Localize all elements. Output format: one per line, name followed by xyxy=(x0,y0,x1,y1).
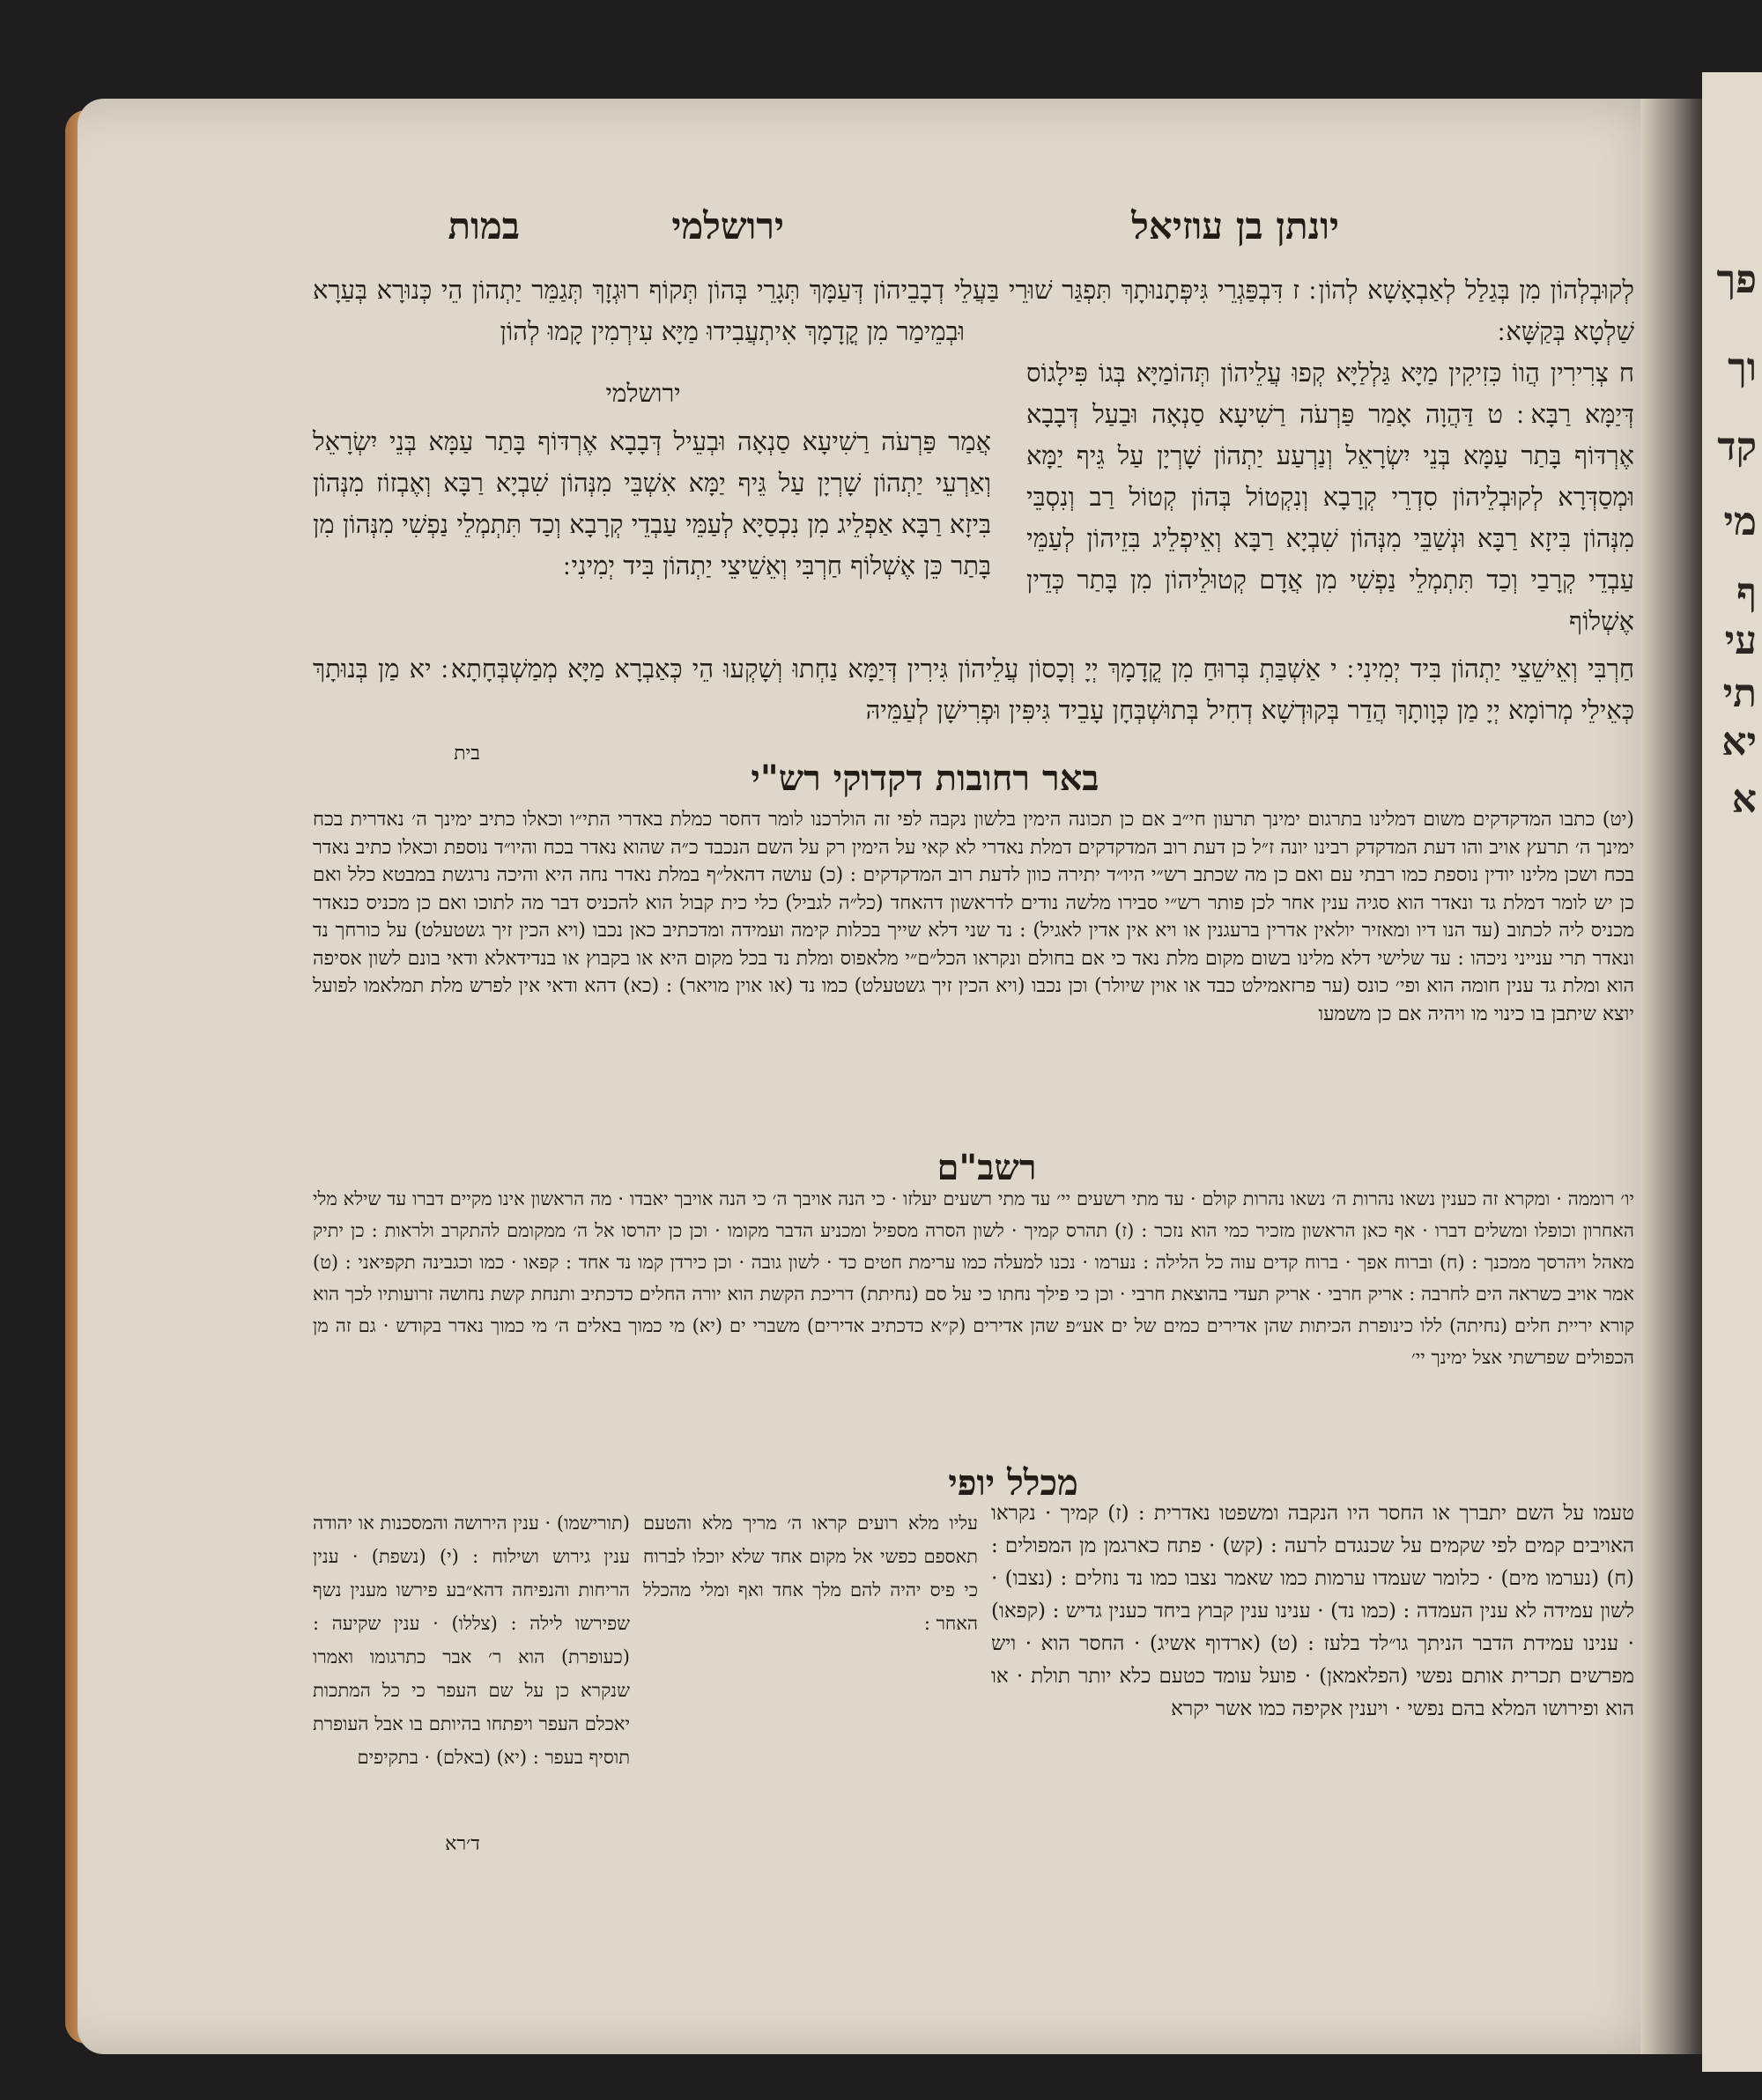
next-page-glyph: תי xyxy=(1722,671,1757,716)
targum-bottom-block: חַרְבִּי וְאֵישֵׁצֵי יַתְהוֹן בִּיד יְמִינִי ׃ י אַשְׁבַּתְ בְּרוּחַ מִן קֳדָמָךְ יְיָ וְכָסוֹן עֲלֵיהוֹן גִּירִין דְּיַמָּא נַחְתוּ וְשָׁקְעוּ הֵי כְּאַבְרָא מַיָּא מְמַשְׁבְּחָתָא ׃ יא מַן בְּנוּתָךְ כְּאֵילֵי מְרוֹמָא יְיָ מַן כְּוָותָךְ הֲדַר בְּקוּדְשָׁא דְחִיל בְּתוּשְׁבְּחָן עָבֵיד גִּיפִּין וּפְרִישָׁן לְעַמֵּיהּ xyxy=(313,654,1634,725)
targum-top-block: לְקוּבְלְהוֹן מִן בְּגַלַל לְאַבְאָשָׁא לְהוֹן ׃ ז דִּבְפַּגְרֵי גִּיפְּתָנוּתָךְ תִּפְגַּר שׁוּרֵי בַּעֲלֵי דְבָבֵיהוֹן דְּעַמָּךְ תְּגָרֵי בְּהוֹן תְּקוֹף רוּגְזָךְ תְּגַמֵּר יַתְהוֹן הֵי כְּנוּרָא בְּעַרָא שַׁלְטָא בְּקַשָּׁא ׃ xyxy=(313,275,1634,346)
baer-commentary: (יט) כתבו המדקדקים משום דמלינו בתרגום ימינך תרעון חי״ב אם כן תכונה הימין בלשון נקבה לפי זה הולרכנו לומר דחסר כמלת באדרי התי״ו וכאלו כתיב ימינך ה׳ נאדרית בכח ימינך ה׳ תרעץ אויב והו דעת המדקדק רבינו יונה ז״ל כן דעת רוב המדקדקים דמלת נאדרי לא קאי על הימין רק על השם הנכבד כ״ה שהוא נאדר בכח והיו״ד נוספת וכאלו כתיב נאדר בכח ושכן מלינו יודין נוספת כמו רבתי עם ואם כן מה שכתב רש״י היו״ד יתירה כוון לדעת רוב המדקדקים : (כ) עושה דהאל״ף במלת נאדר נחה היא והיכה נרגשת במבטא כלל ואם כן יש לומר דמלת גד ונאדר הוא סגיה ענין אחר לכן פותר רש״י סבירו מלשה נודים לדראשון דהאחד (כל״ה לגביל) כלי כית קבול הוא להכניס דבר מה לתוכו ואם כן מכניס כנאדר מכניס ליה לכתוב (עד הנו דיו ומאזיר יולאין אדרין ברעגנין או ויא אין אדין לאגיל) : נד שני דלא שייך בכלות קימה ועמידה ומדכתיב כאן נכבו (ויא הכין זיך גשטעלט) על כורחך נד ונאדר תרי ענייני ניכהו : עד שלישי דלא מלינו בשום מקום מלת נאד כי אם בחולם ונקראו הכל״ם״י מלאפוס ומלת נד בכל מקום היא או בקבוץ או בנדידאלא ודאי בונם לשון אסיפה הוא ומלת גד ענין חומה הוא ופי׳ כונס (ער פרזאמילט כבד או אוין שיולר) וכן נכבו (ויא הכין זיך גשטעלט) כמו נד (או אוין מויאר) : (כא) דהא ודאי אין לפרש מלת תמלאמו לפועל יוצא שיתבן בו כינוי מו ויהיה אם כן משמעו xyxy=(313,809,1634,1025)
next-page-edge xyxy=(1702,72,1762,2072)
next-page-glyph: א xyxy=(1731,777,1757,822)
next-page-glyph: פך xyxy=(1716,257,1757,302)
baer-title: באר רחובות דקדוקי רש"י xyxy=(751,758,1099,799)
rashbam-title: רשב"ם xyxy=(937,1147,1037,1188)
next-page-glyph: ף xyxy=(1736,570,1757,615)
next-page-glyph: וך xyxy=(1728,345,1757,390)
mikhlal-left-column: (תורישמו) · ענין הירושה והמסכנות או יהודה ענין גירוש ושילוח : (י) (נשפת) · ענין הריחות והנפיחה דהא״בע פירשו מענין נשף שפירשו לילה : (צללו) · ענין שקיעה : (כעופרת) הוא ר׳ אבר כתרגומו ואמרו שנקרא כן על שם העפר כי כל המתכות יאכלם העפר ויפתחו בהיותם בו אבל העופרת תוסיף בעפר : (יא) (באלם) · בתקיפים xyxy=(313,1512,630,1768)
yerushalmi-label: ירושלמי xyxy=(605,379,681,408)
rashbam-commentary: יו׳ רוממה · ומקרא זה כענין נשאו נהרות ה׳ נשאו נהרות קולם · עד מתי רשעים יי׳ עד מתי רשעים יעלזו · כי הנה אויבך ה׳ כי הנה אויבך יאבדו · מה הראשון אינו מקיים דברו עד שילא מלי האחרון וכופלו ומשלים דברו · אף כאן הראשון מזכיר כמי הוא נזכר : (ז) תהרס קמיך · לשון הסרה מספיל ומכניע הדבר מקומו · וכן כן יהרסו אל ה׳ ממקומם להתקרב ולראות : כן יתיק מאהל ויהרסך ממכנך : (ח) וברוח אפך · ברוח קדים עוה כל הלילה : נערמו · נכנו למעלה כמו ערימת חטים כד · לשון גובה · וכן כירדן קמו נד אחד : קפאו · כמו וכגבינה תקפיאני : (ט) אמר אויב כשראה הים לחרבה : אריק חרבי · אריק תעדי בהוצאת חרבי · וכן כי פילך נחתו כי על סם (נחיתת) דריכת הקשת הוא יורה החלים כדכתיב ותנחת קשת נחושה זרועותיו לכך הוא קורא יריית חלים (נחיתה) ללו כינופרת הכיתות שהן אדירים כמים של ים אע״פ שהן אדירים (ק״א כדכתיב אדירים) משברי ים (יא) מי כמוך באלים ה׳ מי כמוך נאדר בקודש · גם זה מן הכפולים שפרשתי אצל ימינך יי׳ xyxy=(313,1188,1634,1368)
targum-left-continuation: וּבְמֵימַר מִן קֳדָמָךְ אִיתְעֲבִידוּ מַיָּא עִירְמִין קָמוּ לְהוֹן xyxy=(500,316,965,346)
running-title-left: ירושלמי xyxy=(671,204,784,248)
catchword-top: בית xyxy=(454,743,480,765)
next-page-glyph: עי xyxy=(1724,618,1757,663)
book-name: במות xyxy=(448,204,520,248)
targum-right-column: ח צְרִירִין הֲווֹ כִּזִיקִין מַיָּא גַּלְלַיָּא קְפוּ עֲלֵיהוֹן תְּהוֹמַיָּא בְּגוֹ פִּילָגוֹס דְּיַמָּא רַבָּא ׃ ט דַּהֲוָה אָמַר פַּרְעֹה רַשִׁיעָא סַנְאָה וּבַעַל דְּבָבָא אֶרְדּוֹף בָּתַר עַמָּא בְּנֵי יִשְׂרָאֵל וְנַרְעַע יַתְהוֹן שָׁרְיָן עַל גֵּיף יַמָּא וּמְסַדְּרָא לְקוּבְלֵיהוֹן סִדְרֵי קְרָבָא וְנִקְטוֹל בְּהוֹן קְטוֹל רַב וְנִסְבֵּי מִנְּהוֹן בִּיזָא רַבָּא וּנְשַׁבֵּי מִנְּהוֹן שִׁבְיָא רַבָּא וְאֵיפְלֵיג בִּזֵיהוֹן לְעַמֵּי עַבְדֵי קְרָבַי וְכַד תִּתְמְלֵי נַפְשִׁי מִן אֲדָם קְטוּלֵיהוֹן מִן בָּתַר כְּדֵין אֶשְׁלוֹף xyxy=(1026,358,1634,636)
mikhlal-middle-column: עליו מלא רועים קראו ה׳ מריך מלא והטעם תאספם כפשי אל מקום אחד שלא יוכלו לברוח כי פיס יהיה להם מלך אחד ואף ומלי מהכלל האחר : xyxy=(643,1512,978,1634)
next-page-glyph: קד xyxy=(1717,425,1757,470)
book-gutter xyxy=(1640,99,1702,2054)
running-title-right: יונתן בן עוזיאל xyxy=(1131,204,1339,248)
mikhlal-right-column: טעמו על השם יתברך או החסר היו הנקבה ומשפטו נאדרית : (ז) קמיך · נקראו האויבים קמים לפי שקמים על שכנגדם לרעה : (קש) · פתח כארגמן מן המפולים : (ח) (נערמו מים) · כלומר שעמדו ערמות כמו שאמר נצבו כמו נד נוזלים : (נצבו) · לשון עמידה לא ענין העמדה : (כמו נד) · ענינו ענין קבוץ ביחד כענין גדיש : (קפאו) · ענינו עמידת הדבר הניתך גו״לד בלעז : (ט) (ארדוף אשיג) · החסר הוא · ויש מפרשים תכרית אותם נפשי (הפלאמאן) · פועל עומד כטעם כלא יותר תולת · או הוא ופירושו המלא בהם נפשי · ויענין אקיפה כמו אשר יקרא xyxy=(991,1502,1634,1720)
yerushalmi-text: אֲמַר פַּרְעֹה רַשִׁיעָא סַנְאָה וּבְעֵיל דְּבָבָא אֶרְדּוֹף בָּתַר עַמָּא בְּנֵי יִשְׂרָאֵל וְאַרְעֵי יַתְהוֹן שָׁרְיָן עַל גֵּיף יַמָּא אִשְׁבֵּי מִנְּהוֹן שִׁבְיָא רַבָּא וְאֶבְזוֹז מִנְּהוֹן בִּיזָא רַבָּא אַפְלֵיג מִן נִכְסַיָּא לְעַמֵּי עַבְדֵי קְרָבָא וְכַד תִּתְמְלֵי נַפְשִׁי מִנְּהוֹן מִן בָּתַר כֵּן אֶשְׁלוֹף חַרְבִּי וְאֵשֵׁיצֵי יַתְהוֹן בִּיד יְמִינִי ׃ xyxy=(313,426,991,580)
next-page-glyph: מי xyxy=(1723,499,1757,544)
mikhlal-title: מכלל יופי xyxy=(948,1462,1078,1504)
catchword-bottom: ד׳רא xyxy=(445,1833,480,1855)
next-page-glyph: יא xyxy=(1721,720,1757,765)
